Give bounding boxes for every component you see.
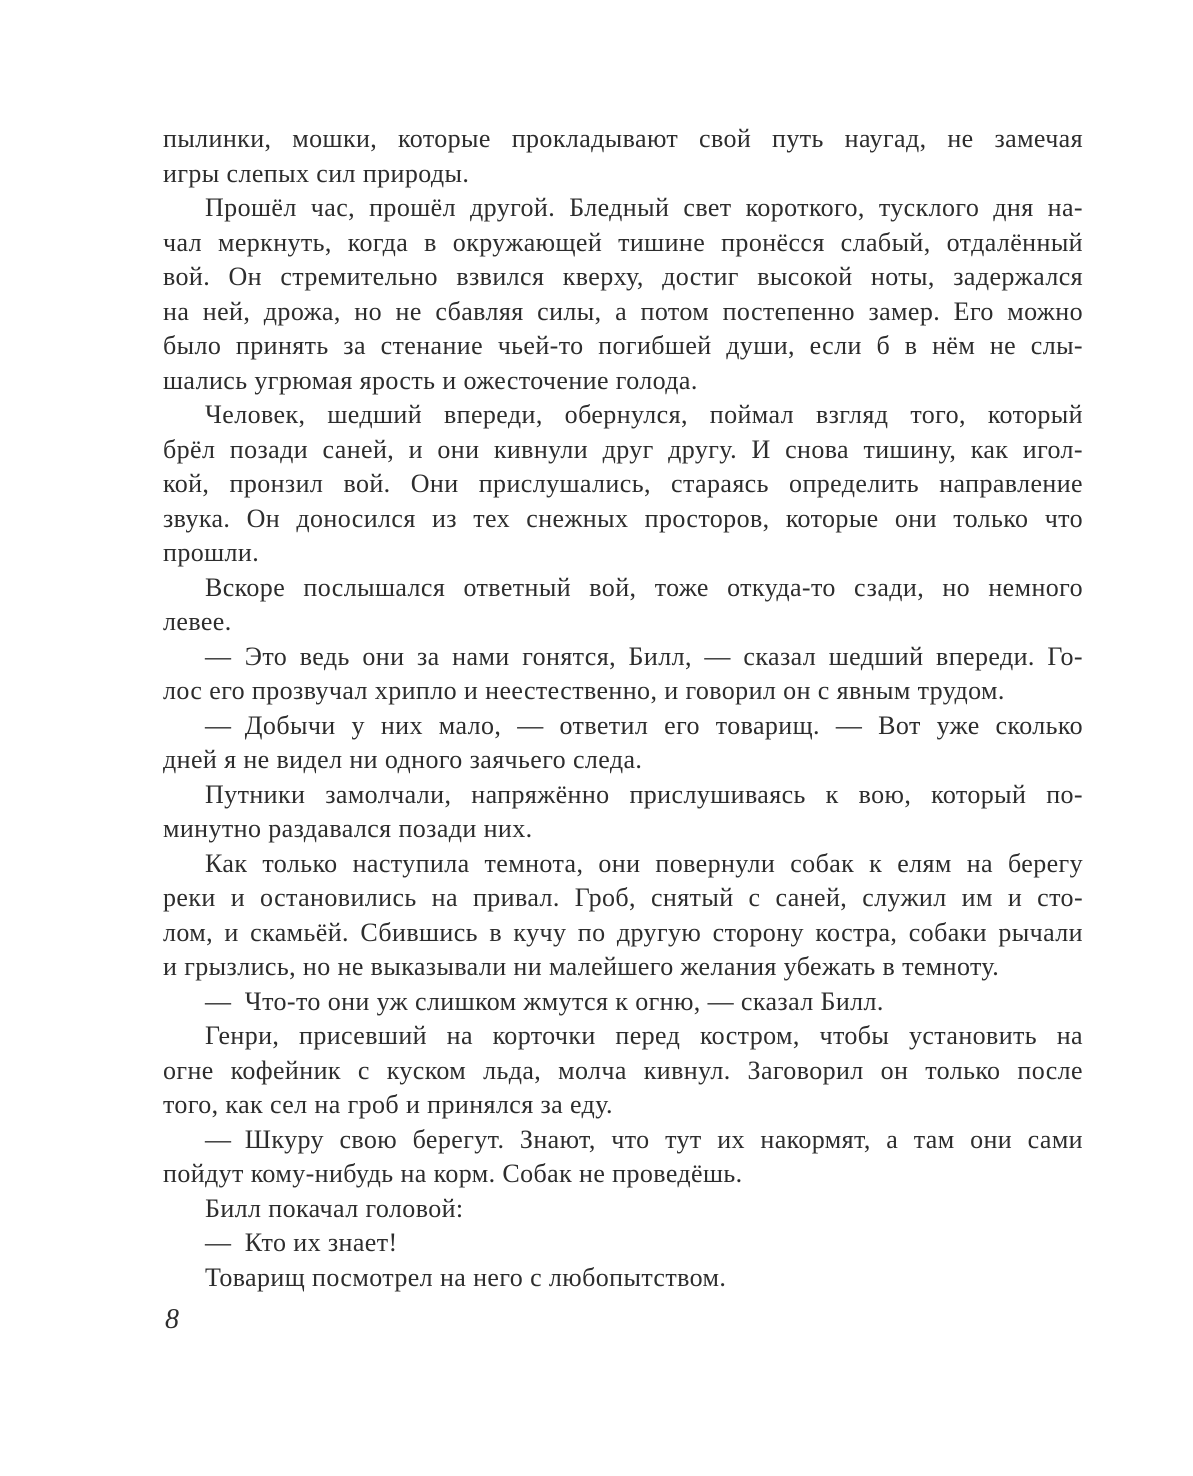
page-number: 8 [165,1304,179,1335]
text-line: вой. Он стремительно взвился кверху, достиг высокой ноты, задержался [163,262,1083,291]
text-line: чал меркнуть, когда в окружающей тишине пронёсся слабый, отдалённый [163,227,1083,257]
text-line: звука. Он доносился из тех снежных просторов, которые они только что [163,503,1083,533]
text-line: и грызлись, но не выказывали ни малейшего желания убежать в темноту. [163,952,1000,981]
text-line: — Добычи у них мало, — ответил его товарищ. — Вот уже сколько [205,710,1083,740]
text-line: — Кто их знает! [205,1228,398,1257]
text-line: Вскоре послышался ответный вой, тоже откуда-то сзади, но немного [205,572,1083,602]
text-line: минутно раздавался позади них. [163,814,533,843]
text-line: левее. [163,607,232,636]
text-line: пылинки, мошки, которые прокладывают свой путь наугад, не замечая [163,124,1083,153]
text-line: пойдут кому-нибудь на корм. Собак не проведёшь. [163,1159,743,1188]
text-line: Билл покачал головой: [205,1193,464,1223]
text-line: Генри, присевший на корточки перед костром, чтобы установить на [205,1021,1083,1050]
text-line: Товарищ посмотрел на него с любопытством. [205,1262,727,1292]
text-line: прошли. [163,538,260,567]
text-line: шались угрюмая ярость и ожесточение голода. [163,365,698,395]
text-line: лом, и скамьёй. Сбившись в кучу по другую сторону костра, собаки рычали [163,917,1083,947]
text-line: того, как сел на гроб и принялся за еду. [163,1090,613,1119]
text-line: Человек, шедший впереди, обернулся, поймал взгляд того, который [205,400,1083,429]
text-block [163,122,1083,1295]
text-line: на ней, дрожа, но не сбавляя силы, а потом постепенно замер. Его можно [163,296,1083,326]
text-line: кой, пронзил вой. Они прислушались, стараясь определить направление [163,469,1083,498]
text-line: — Что-то они уж слишком жмутся к огню, — сказал Билл. [205,986,884,1016]
text-line: игры слепых сил природы. [163,158,470,188]
text-line: — Это ведь они за нами гонятся, Билл, — сказал шедший впереди. Го- [205,641,1083,671]
text-line: — Шкуру свою берегут. Знают, что тут их накормят, а там они сами [205,1124,1083,1154]
text-line: дней я не видел ни одного заячьего следа. [163,745,643,774]
text-line: Прошёл час, прошёл другой. Бледный свет короткого, тусклого дня на- [205,193,1083,222]
text-line: лос его прозвучал хрипло и неестественно, и говорил он с явным трудом. [163,676,1005,705]
text-line: огне кофейник с куском льда, молча кивнул. Заговорил он только после [163,1055,1083,1085]
text-line: брёл позади саней, и они кивнули друг другу. И снова тишину, как игол- [163,434,1083,464]
text-line: реки и остановились на привал. Гроб, снятый с саней, служил им и сто- [163,883,1083,912]
text-line: Путники замолчали, напряжённо прислушиваясь к вою, который по- [205,779,1083,809]
text-line: было принять за стенание чьей-то погибшей души, если б в нём не слы- [163,331,1083,360]
text-line: Как только наступила темнота, они повернули собак к елям на берегу [205,848,1083,878]
